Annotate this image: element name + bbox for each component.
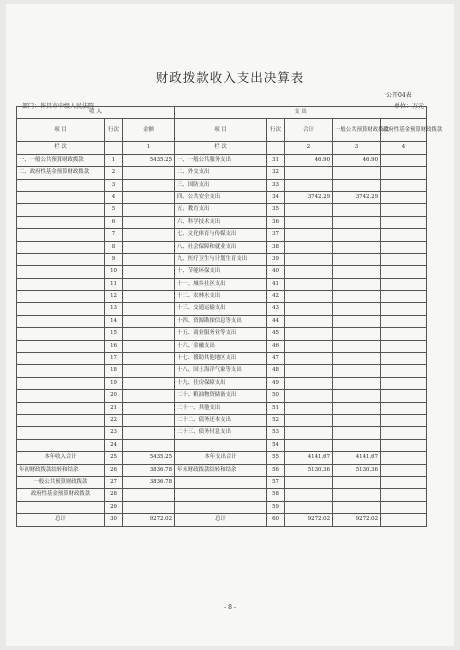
expenditure-row-no-cell: 47	[267, 353, 285, 365]
expenditure-row-no-cell: 53	[267, 427, 285, 439]
table-row	[17, 377, 427, 389]
expenditure-item-cell: 二十一、其他支出	[175, 402, 267, 414]
expenditure-row-no-cell: 54	[267, 439, 285, 451]
income-row-no-cell: 4	[105, 191, 123, 203]
gov-fund-cell	[381, 154, 427, 166]
expenditure-row-no-cell: 52	[267, 414, 285, 426]
income-item-cell	[17, 365, 105, 377]
gov-fund-cell	[381, 365, 427, 377]
total-cell	[285, 414, 333, 426]
total-cell	[285, 253, 333, 265]
income-item-cell	[17, 390, 105, 402]
expenditure-row-no-cell: 38	[267, 241, 285, 253]
general-budget-cell	[333, 241, 381, 253]
total-cell	[285, 427, 333, 439]
income-amount-cell	[123, 229, 175, 241]
total-cell	[285, 377, 333, 389]
column-index-3: 3	[333, 142, 381, 154]
gov-fund-cell	[381, 315, 427, 327]
expenditure-row-no-cell: 49	[267, 377, 285, 389]
income-item-cell	[17, 340, 105, 352]
income-row-no-cell: 9	[105, 253, 123, 265]
expenditure-row-no-cell: 39	[267, 253, 285, 265]
table-row	[17, 315, 427, 327]
table-row	[17, 216, 427, 228]
income-row-no-cell: 24	[105, 439, 123, 451]
unit-label: 单位：万元	[394, 103, 425, 110]
income-section-header: 收 入	[17, 107, 175, 119]
expenditure-item-header: 项 目	[175, 119, 267, 142]
income-item-cell	[17, 353, 105, 365]
gov-fund-cell	[381, 204, 427, 216]
income-row-no-cell: 3	[105, 179, 123, 191]
total-cell: 4141.67	[285, 452, 333, 464]
gov-fund-header: 政府性基金预算财政拨款	[381, 119, 427, 142]
income-item-cell: 年初财政拨款结转和结余	[17, 464, 105, 476]
income-amount-cell	[123, 167, 175, 179]
gov-fund-cell	[381, 266, 427, 278]
income-item-cell: 二、政府性基金预算财政拨款	[17, 167, 105, 179]
expenditure-row-no-cell: 31	[267, 154, 285, 166]
income-amount-cell	[123, 291, 175, 303]
total-cell	[285, 476, 333, 488]
income-item-cell: 一、一般公共预算财政拨款	[17, 154, 105, 166]
income-row-no-cell: 14	[105, 315, 123, 327]
income-item-cell	[17, 179, 105, 191]
expenditure-row-no-cell: 44	[267, 315, 285, 327]
table-row	[17, 291, 427, 303]
expenditure-row-no-cell: 60	[267, 514, 285, 526]
general-budget-cell	[333, 501, 381, 513]
gov-fund-cell	[381, 278, 427, 290]
general-budget-cell: 4141.67	[333, 452, 381, 464]
total-cell: 46.90	[285, 154, 333, 166]
income-amount-cell	[123, 266, 175, 278]
general-budget-header: 一般公共预算财政拨款	[333, 119, 381, 142]
gov-fund-cell	[381, 402, 427, 414]
expenditure-item-cell	[175, 476, 267, 488]
gov-fund-cell	[381, 414, 427, 426]
income-row-no-cell: 18	[105, 365, 123, 377]
income-item-header: 项 目	[17, 119, 105, 142]
expenditure-row-no-header: 行次	[267, 119, 285, 142]
table-row	[17, 353, 427, 365]
expenditure-row-no-cell: 40	[267, 266, 285, 278]
expenditure-item-cell: 八、社会保障和就业支出	[175, 241, 267, 253]
expenditure-item-cell: 九、医疗卫生与计划生育支出	[175, 253, 267, 265]
income-amount-cell	[123, 340, 175, 352]
header-row-columns	[17, 119, 427, 142]
table-row	[17, 303, 427, 315]
income-item-cell	[17, 266, 105, 278]
income-amount-cell: 3836.78	[123, 464, 175, 476]
income-row-no-cell: 6	[105, 216, 123, 228]
total-cell	[285, 216, 333, 228]
gov-fund-cell	[381, 452, 427, 464]
total-cell	[285, 328, 333, 340]
gov-fund-cell	[381, 464, 427, 476]
expenditure-item-cell: 一、一般公共服务支出	[175, 154, 267, 166]
income-amount-cell	[123, 253, 175, 265]
table-row	[17, 229, 427, 241]
income-amount-cell	[123, 365, 175, 377]
income-item-cell	[17, 439, 105, 451]
gov-fund-cell	[381, 340, 427, 352]
total-cell	[285, 241, 333, 253]
total-cell	[285, 179, 333, 191]
expenditure-item-cell: 年末财政拨款结转和结余	[175, 464, 267, 476]
income-row-no-cell: 27	[105, 476, 123, 488]
expenditure-item-cell: 十七、援助其他地区支出	[175, 353, 267, 365]
total-cell: 3742.29	[285, 191, 333, 203]
income-row-no-cell: 28	[105, 489, 123, 501]
income-item-cell	[17, 414, 105, 426]
expenditure-row-no-cell: 58	[267, 489, 285, 501]
general-budget-cell	[333, 204, 381, 216]
gov-fund-cell	[381, 216, 427, 228]
gov-fund-cell	[381, 191, 427, 203]
gov-fund-cell	[381, 303, 427, 315]
column-index-4: 4	[381, 142, 427, 154]
expenditure-row-no-cell: 41	[267, 278, 285, 290]
expenditure-row-no-cell: 34	[267, 191, 285, 203]
expenditure-item-cell	[175, 489, 267, 501]
table-row	[17, 241, 427, 253]
income-amount-cell: 5435.25	[123, 154, 175, 166]
expenditure-item-cell: 十八、国土海洋气象等支出	[175, 365, 267, 377]
general-budget-cell	[333, 328, 381, 340]
column-index-row	[17, 142, 427, 154]
gov-fund-cell	[381, 501, 427, 513]
income-amount-cell: 9272.02	[123, 514, 175, 526]
income-item-cell	[17, 216, 105, 228]
total-cell	[285, 340, 333, 352]
income-row-no-cell: 5	[105, 204, 123, 216]
income-item-cell	[17, 501, 105, 513]
expenditure-item-cell: 十五、商业服务业等支出	[175, 328, 267, 340]
expenditure-item-cell: 十三、交通运输支出	[175, 303, 267, 315]
expenditure-item-cell: 十一、城乡社区支出	[175, 278, 267, 290]
income-row-no-cell: 29	[105, 501, 123, 513]
expenditure-item-cell: 二十二、债务还本支出	[175, 414, 267, 426]
income-row-no-cell: 21	[105, 402, 123, 414]
expenditure-row-no-cell: 35	[267, 204, 285, 216]
total-cell	[285, 501, 333, 513]
income-amount-cell	[123, 328, 175, 340]
income-amount-cell	[123, 390, 175, 402]
table-row	[17, 402, 427, 414]
general-budget-cell	[333, 278, 381, 290]
income-amount-cell	[123, 303, 175, 315]
table-row	[17, 390, 427, 402]
general-budget-cell	[333, 414, 381, 426]
general-budget-cell	[333, 365, 381, 377]
page-number: - 8 -	[224, 604, 236, 611]
expenditure-item-cell	[175, 439, 267, 451]
income-row-no-cell: 12	[105, 291, 123, 303]
total-cell	[285, 229, 333, 241]
expenditure-item-cell: 总计	[175, 514, 267, 526]
expenditure-row-no-cell: 59	[267, 501, 285, 513]
total-cell	[285, 315, 333, 327]
total-cell	[285, 439, 333, 451]
general-budget-cell	[333, 402, 381, 414]
general-budget-cell	[333, 340, 381, 352]
income-amount-cell	[123, 241, 175, 253]
general-budget-cell	[333, 439, 381, 451]
income-item-cell: 政府性基金预算财政拨款	[17, 489, 105, 501]
income-row-no-cell: 8	[105, 241, 123, 253]
income-row-no-cell: 30	[105, 514, 123, 526]
income-item-cell: 总计	[17, 514, 105, 526]
income-row-no-cell: 25	[105, 452, 123, 464]
general-budget-cell	[333, 315, 381, 327]
total-cell	[285, 278, 333, 290]
income-row-no-cell: 22	[105, 414, 123, 426]
general-budget-cell	[333, 427, 381, 439]
general-budget-cell: 46.90	[333, 154, 381, 166]
table-row	[17, 179, 427, 191]
gov-fund-cell	[381, 514, 427, 526]
income-item-cell: 本年收入合计	[17, 452, 105, 464]
income-row-no-cell: 1	[105, 154, 123, 166]
total-cell	[285, 365, 333, 377]
income-item-cell	[17, 278, 105, 290]
column-index-1: 1	[123, 142, 175, 154]
gov-fund-cell	[381, 241, 427, 253]
income-amount-cell	[123, 402, 175, 414]
expenditure-row-no-cell: 46	[267, 340, 285, 352]
expenditure-item-cell: 四、公共安全支出	[175, 191, 267, 203]
expenditure-row-no-cell: 42	[267, 291, 285, 303]
income-item-cell	[17, 402, 105, 414]
table-row	[17, 501, 427, 513]
expenditure-section-header: 支 出	[175, 107, 427, 119]
general-budget-cell	[333, 253, 381, 265]
income-item-cell	[17, 204, 105, 216]
income-row-no-header: 行次	[105, 119, 123, 142]
expenditure-item-cell: 七、文化体育与传媒支出	[175, 229, 267, 241]
column-index-2: 2	[285, 142, 333, 154]
expenditure-row-no-cell: 57	[267, 476, 285, 488]
general-budget-cell	[333, 353, 381, 365]
expenditure-row-no-cell: 33	[267, 179, 285, 191]
income-item-cell	[17, 253, 105, 265]
total-cell	[285, 390, 333, 402]
expenditure-item-cell: 六、科学技术支出	[175, 216, 267, 228]
income-row-no-cell: 26	[105, 464, 123, 476]
department-label: 部门：许昌市中级人民法院	[22, 103, 95, 110]
income-amount-cell	[123, 353, 175, 365]
income-amount-cell	[123, 427, 175, 439]
expenditure-row-no-cell: 32	[267, 167, 285, 179]
income-amount-cell	[123, 278, 175, 290]
table-row	[17, 266, 427, 278]
income-item-cell	[17, 291, 105, 303]
general-budget-cell: 5130.36	[333, 464, 381, 476]
gov-fund-cell	[381, 476, 427, 488]
table-row	[17, 464, 427, 476]
expenditure-item-cell: 十九、住房保障支出	[175, 377, 267, 389]
general-budget-cell	[333, 291, 381, 303]
expenditure-row-no-cell: 36	[267, 216, 285, 228]
budget-table	[16, 106, 443, 527]
general-budget-cell	[333, 216, 381, 228]
income-row-no-cell: 15	[105, 328, 123, 340]
income-amount-cell	[123, 204, 175, 216]
income-amount-cell	[123, 439, 175, 451]
expenditure-row-no-cell: 43	[267, 303, 285, 315]
expenditure-item-cell: 十、节能环保支出	[175, 266, 267, 278]
general-budget-cell	[333, 377, 381, 389]
expenditure-row-no-cell: 45	[267, 328, 285, 340]
total-cell	[285, 291, 333, 303]
table-row	[17, 365, 427, 377]
income-amount-cell: 5435.25	[123, 452, 175, 464]
table-row	[17, 340, 427, 352]
general-budget-cell	[333, 303, 381, 315]
expenditure-row-no-cell: 50	[267, 390, 285, 402]
income-row-no-cell: 7	[105, 229, 123, 241]
general-budget-cell: 9272.02	[333, 514, 381, 526]
income-amount-cell: 3836.78	[123, 476, 175, 488]
general-budget-cell	[333, 167, 381, 179]
income-item-cell	[17, 328, 105, 340]
table-row	[17, 476, 427, 488]
table-row	[17, 204, 427, 216]
income-item-cell	[17, 315, 105, 327]
expenditure-row-no-cell: 56	[267, 464, 285, 476]
gov-fund-cell	[381, 353, 427, 365]
income-item-cell	[17, 241, 105, 253]
gov-fund-cell	[381, 377, 427, 389]
total-cell	[285, 353, 333, 365]
expenditure-row-no-cell: 55	[267, 452, 285, 464]
expenditure-row-no-cell: 37	[267, 229, 285, 241]
expenditure-row-no-cell: 51	[267, 402, 285, 414]
expenditure-row-no-cell: 48	[267, 365, 285, 377]
income-amount-cell	[123, 315, 175, 327]
gov-fund-cell	[381, 439, 427, 451]
gov-fund-cell	[381, 291, 427, 303]
income-item-cell	[17, 303, 105, 315]
income-amount-header: 金额	[123, 119, 175, 142]
total-cell	[285, 402, 333, 414]
table-row	[17, 439, 427, 451]
expenditure-item-cell: 十四、资源勘探信息等支出	[175, 315, 267, 327]
total-cell	[285, 489, 333, 501]
table-row	[17, 167, 427, 179]
income-row-no-cell: 2	[105, 167, 123, 179]
total-cell: 5130.36	[285, 464, 333, 476]
income-item-cell: 一般公共预算财政拨款	[17, 476, 105, 488]
gov-fund-cell	[381, 253, 427, 265]
total-cell	[285, 204, 333, 216]
column-label: 栏 次	[175, 142, 267, 154]
gov-fund-cell	[381, 179, 427, 191]
gov-fund-cell	[381, 390, 427, 402]
page-title: 财政拨款收入支出决算表	[155, 70, 305, 85]
expenditure-item-cell: 二十三、债务付息支出	[175, 427, 267, 439]
expenditure-item-cell: 三、国防支出	[175, 179, 267, 191]
income-row-no-cell: 23	[105, 427, 123, 439]
table-row	[17, 191, 427, 203]
income-row-no-cell: 11	[105, 278, 123, 290]
total-cell	[285, 303, 333, 315]
form-code: 公开04表	[386, 92, 412, 99]
column-label: 栏 次	[17, 142, 105, 154]
income-amount-cell	[123, 489, 175, 501]
expenditure-item-cell: 十六、金融支出	[175, 340, 267, 352]
table-row	[17, 414, 427, 426]
income-item-cell	[17, 191, 105, 203]
expenditure-item-cell: 十二、农林水支出	[175, 291, 267, 303]
expenditure-item-cell: 本年支出合计	[175, 452, 267, 464]
total-cell: 9272.02	[285, 514, 333, 526]
income-row-no-cell: 13	[105, 303, 123, 315]
gov-fund-cell	[381, 489, 427, 501]
table-row	[17, 514, 427, 526]
gov-fund-cell	[381, 328, 427, 340]
income-item-cell	[17, 377, 105, 389]
expenditure-item-cell: 二十、粮油物资储备支出	[175, 390, 267, 402]
general-budget-cell	[333, 476, 381, 488]
gov-fund-cell	[381, 427, 427, 439]
income-row-no-cell: 17	[105, 353, 123, 365]
total-header: 合计	[285, 119, 333, 142]
expenditure-item-cell: 二、外交支出	[175, 167, 267, 179]
general-budget-cell	[333, 390, 381, 402]
income-amount-cell	[123, 216, 175, 228]
income-item-cell	[17, 427, 105, 439]
table-row	[17, 489, 427, 501]
table-row	[17, 154, 427, 166]
income-row-no-cell: 19	[105, 377, 123, 389]
general-budget-cell: 3742.29	[333, 191, 381, 203]
total-cell	[285, 266, 333, 278]
general-budget-cell	[333, 266, 381, 278]
income-row-no-cell: 16	[105, 340, 123, 352]
gov-fund-cell	[381, 167, 427, 179]
table-row	[17, 278, 427, 290]
income-amount-cell	[123, 179, 175, 191]
income-amount-cell	[123, 501, 175, 513]
general-budget-cell	[333, 229, 381, 241]
table-row	[17, 328, 427, 340]
income-amount-cell	[123, 414, 175, 426]
table-row	[17, 253, 427, 265]
header-row-sections	[17, 107, 427, 119]
expenditure-item-cell	[175, 501, 267, 513]
income-amount-cell	[123, 377, 175, 389]
income-item-cell	[17, 229, 105, 241]
expenditure-item-cell: 五、教育支出	[175, 204, 267, 216]
total-cell	[285, 167, 333, 179]
gov-fund-cell	[381, 229, 427, 241]
income-row-no-cell: 20	[105, 390, 123, 402]
income-amount-cell	[123, 191, 175, 203]
general-budget-cell	[333, 179, 381, 191]
general-budget-cell	[333, 489, 381, 501]
table-row	[17, 427, 427, 439]
table-row	[17, 452, 427, 464]
income-row-no-cell: 10	[105, 266, 123, 278]
